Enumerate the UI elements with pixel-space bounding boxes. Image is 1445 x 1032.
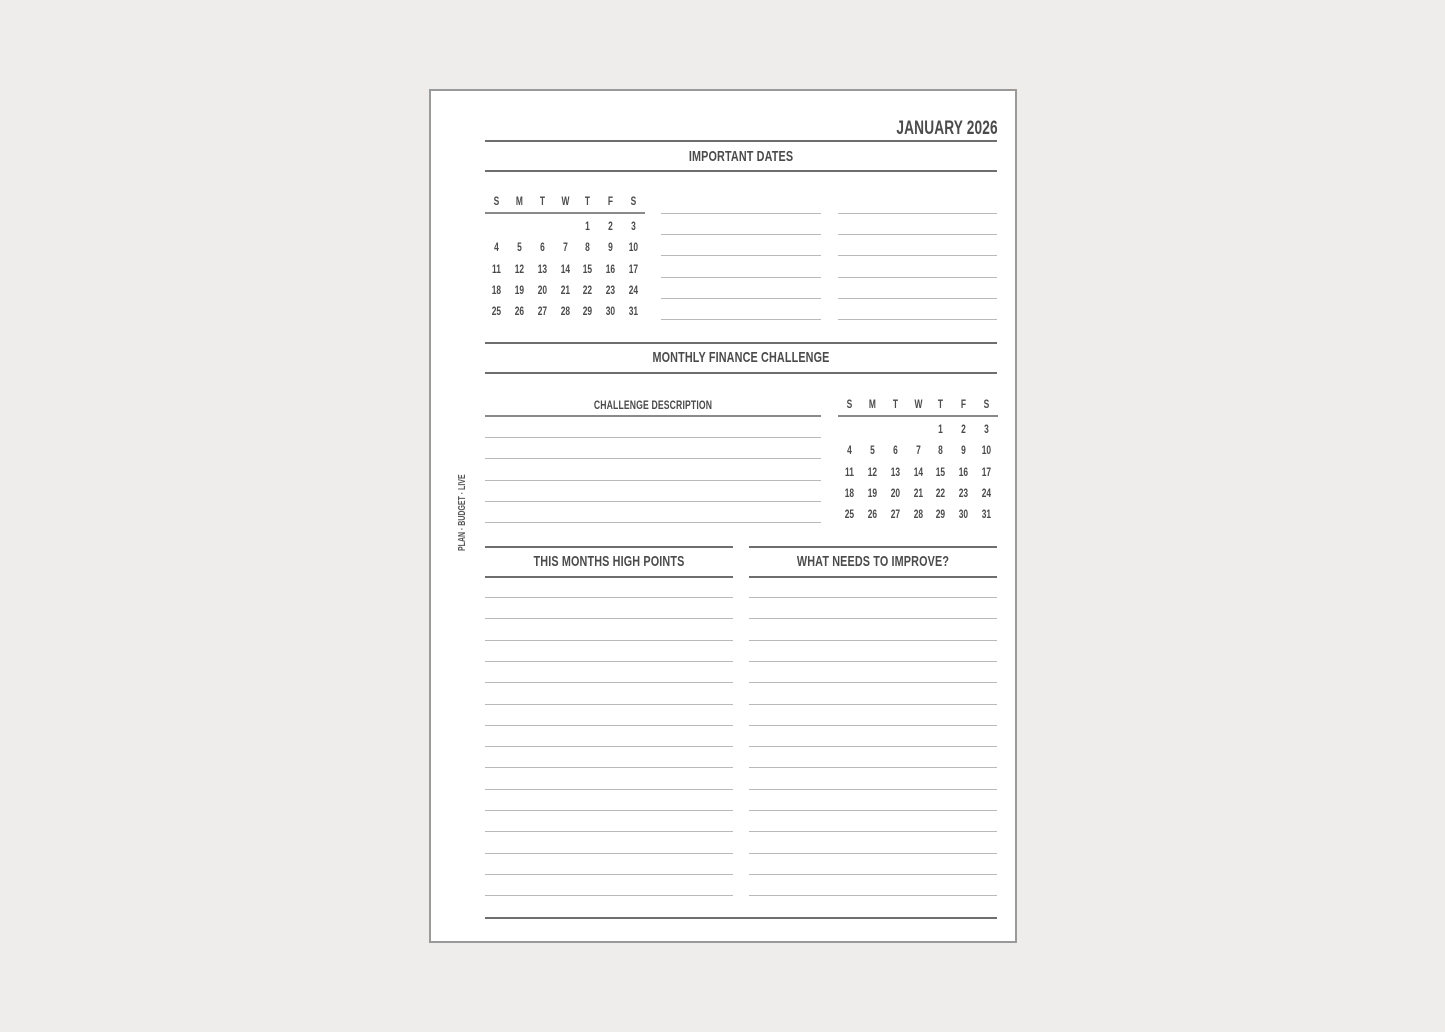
- calendar-weekday-header: [485, 194, 645, 214]
- calendar-day[interactable]: 28: [913, 507, 923, 522]
- writing-line[interactable]: [485, 618, 733, 619]
- calendar-day[interactable]: 20: [537, 282, 547, 297]
- calendar-day[interactable]: 15: [583, 261, 593, 276]
- planner-page: [429, 89, 1017, 943]
- writing-line[interactable]: [485, 437, 821, 438]
- calendar-day[interactable]: 23: [606, 282, 616, 297]
- writing-line[interactable]: [485, 597, 733, 598]
- writing-line[interactable]: [661, 277, 821, 278]
- calendar-day: [910, 419, 926, 440]
- calendar-day[interactable]: 14: [913, 464, 923, 479]
- calendar-day: [511, 216, 527, 237]
- calendar-days-grid: [485, 214, 645, 322]
- calendar-day[interactable]: 2: [961, 422, 967, 436]
- calendar-day[interactable]: 9: [608, 240, 614, 255]
- calendar-day[interactable]: 31: [981, 507, 992, 522]
- calendar-day[interactable]: 30: [959, 507, 969, 522]
- writing-line[interactable]: [838, 234, 997, 235]
- calendar-day[interactable]: 28: [560, 304, 570, 319]
- calendar-day[interactable]: 26: [867, 507, 877, 522]
- rule-bottom: [485, 917, 997, 919]
- writing-line[interactable]: [838, 319, 997, 320]
- writing-line[interactable]: [485, 661, 733, 662]
- writing-line[interactable]: [485, 767, 733, 768]
- mini-calendar-important-dates: [485, 194, 645, 322]
- weekday-label: T: [539, 194, 545, 208]
- rule-improve-top: [749, 546, 997, 548]
- writing-line[interactable]: [749, 853, 997, 854]
- calendar-day[interactable]: 22: [936, 485, 946, 500]
- writing-line[interactable]: [485, 789, 733, 790]
- month-title: JANUARY 2026: [896, 118, 998, 139]
- calendar-day[interactable]: 16: [959, 464, 969, 479]
- mini-calendar-finance-challenge: [838, 397, 998, 525]
- calendar-day[interactable]: 27: [537, 304, 547, 319]
- calendar-day[interactable]: 18: [844, 485, 855, 500]
- calendar-day[interactable]: 8: [585, 240, 591, 255]
- calendar-day[interactable]: 14: [560, 261, 570, 276]
- calendar-day[interactable]: 16: [606, 261, 616, 276]
- writing-line[interactable]: [485, 853, 733, 854]
- calendar-day[interactable]: 23: [959, 485, 969, 500]
- side-label: PLAN · BUDGET · LIVE: [457, 474, 468, 551]
- writing-line[interactable]: [485, 522, 821, 523]
- challenge-description-label: CHALLENGE DESCRIPTION: [593, 398, 713, 412]
- calendar-day[interactable]: 19: [867, 485, 877, 500]
- calendar-day: [534, 216, 550, 237]
- weekday-label: S: [846, 397, 853, 411]
- writing-line[interactable]: [661, 213, 821, 214]
- calendar-day[interactable]: 8: [938, 443, 944, 458]
- calendar-day[interactable]: 5: [516, 240, 522, 255]
- writing-line[interactable]: [485, 501, 821, 502]
- calendar-day[interactable]: 13: [537, 261, 547, 276]
- calendar-day[interactable]: 30: [606, 304, 616, 319]
- calendar-day[interactable]: 15: [936, 464, 946, 479]
- writing-line[interactable]: [749, 746, 997, 747]
- rule-important-dates: [485, 170, 997, 172]
- writing-line[interactable]: [661, 319, 821, 320]
- calendar-day[interactable]: 6: [539, 240, 545, 255]
- calendar-day: [488, 216, 504, 237]
- writing-line[interactable]: [661, 298, 821, 299]
- calendar-day[interactable]: 3: [984, 422, 989, 436]
- calendar-day: [841, 419, 857, 440]
- rule-finance-top: [485, 342, 997, 344]
- weekday-label: W: [561, 194, 569, 208]
- calendar-day[interactable]: 27: [890, 507, 900, 522]
- writing-line[interactable]: [749, 704, 997, 705]
- calendar-day[interactable]: 12: [867, 464, 877, 479]
- writing-line[interactable]: [485, 704, 733, 705]
- writing-line[interactable]: [661, 255, 821, 256]
- writing-line[interactable]: [485, 874, 733, 875]
- writing-line[interactable]: [485, 895, 733, 896]
- calendar-days-grid: [838, 417, 998, 525]
- calendar-day[interactable]: 20: [890, 485, 900, 500]
- calendar-day[interactable]: 11: [844, 464, 854, 479]
- writing-line[interactable]: [749, 789, 997, 790]
- writing-line[interactable]: [749, 725, 997, 726]
- rule-improve-bottom: [749, 576, 997, 578]
- weekday-label: T: [938, 397, 944, 411]
- writing-line[interactable]: [838, 298, 997, 299]
- weekday-label: S: [630, 194, 637, 208]
- calendar-day[interactable]: 7: [915, 443, 921, 458]
- high-points-title: THIS MONTHS HIGH POINTS: [533, 553, 685, 570]
- writing-line[interactable]: [485, 810, 733, 811]
- writing-line[interactable]: [749, 810, 997, 811]
- calendar-day[interactable]: 24: [981, 485, 992, 500]
- calendar-day[interactable]: 11: [491, 261, 501, 276]
- calendar-day[interactable]: 3: [631, 219, 636, 233]
- calendar-day[interactable]: 2: [608, 219, 614, 233]
- weekday-label: S: [983, 397, 990, 411]
- writing-line[interactable]: [485, 640, 733, 641]
- writing-line[interactable]: [838, 277, 997, 278]
- calendar-day[interactable]: 24: [628, 282, 639, 297]
- calendar-weekday-header: [838, 397, 998, 417]
- weekday-label: T: [585, 194, 591, 208]
- calendar-day[interactable]: 12: [514, 261, 524, 276]
- writing-line[interactable]: [749, 640, 997, 641]
- writing-line[interactable]: [485, 682, 733, 683]
- calendar-day[interactable]: 9: [961, 443, 967, 458]
- writing-line[interactable]: [749, 831, 997, 832]
- weekday-label: S: [493, 194, 500, 208]
- calendar-day[interactable]: 10: [981, 443, 992, 458]
- calendar-day[interactable]: 10: [628, 240, 639, 255]
- weekday-label: M: [515, 194, 523, 208]
- calendar-day[interactable]: 25: [844, 507, 855, 522]
- calendar-day[interactable]: 17: [981, 464, 992, 479]
- writing-line[interactable]: [749, 767, 997, 768]
- rule-top: [485, 140, 997, 142]
- important-dates-title: IMPORTANT DATES: [688, 148, 794, 165]
- weekday-label: M: [868, 397, 876, 411]
- weekday-label: T: [892, 397, 898, 411]
- writing-line[interactable]: [485, 831, 733, 832]
- calendar-day: [557, 216, 573, 237]
- writing-line[interactable]: [485, 725, 733, 726]
- calendar-day[interactable]: 29: [583, 304, 593, 319]
- writing-line[interactable]: [749, 661, 997, 662]
- calendar-day[interactable]: 4: [494, 240, 499, 255]
- writing-line[interactable]: [749, 895, 997, 896]
- calendar-day[interactable]: 21: [560, 282, 570, 297]
- calendar-day[interactable]: 17: [628, 261, 639, 276]
- rule-high-points-bottom: [485, 576, 733, 578]
- weekday-label: W: [914, 397, 922, 411]
- writing-line[interactable]: [661, 234, 821, 235]
- calendar-day[interactable]: 5: [869, 443, 875, 458]
- rule-high-points-top: [485, 546, 733, 548]
- writing-line[interactable]: [485, 480, 821, 481]
- rule-finance-bottom: [485, 372, 997, 374]
- writing-line[interactable]: [485, 458, 821, 459]
- finance-challenge-title: MONTHLY FINANCE CHALLENGE: [652, 349, 830, 366]
- rule-challenge-description: [485, 415, 821, 417]
- calendar-day[interactable]: 31: [628, 304, 639, 319]
- calendar-day[interactable]: 21: [913, 485, 923, 500]
- writing-line[interactable]: [485, 746, 733, 747]
- improve-title: WHAT NEEDS TO IMPROVE?: [796, 553, 950, 570]
- calendar-day: [887, 419, 903, 440]
- calendar-day[interactable]: 18: [491, 282, 502, 297]
- calendar-day[interactable]: 6: [892, 443, 898, 458]
- writing-line[interactable]: [749, 874, 997, 875]
- calendar-day[interactable]: 26: [514, 304, 524, 319]
- writing-line[interactable]: [838, 213, 997, 214]
- writing-line[interactable]: [749, 618, 997, 619]
- calendar-day[interactable]: 7: [562, 240, 568, 255]
- calendar-day[interactable]: 13: [890, 464, 900, 479]
- weekday-label: F: [608, 194, 614, 208]
- calendar-day[interactable]: 29: [936, 507, 946, 522]
- weekday-label: F: [961, 397, 967, 411]
- calendar-day[interactable]: 25: [491, 304, 502, 319]
- writing-line[interactable]: [749, 597, 997, 598]
- calendar-day[interactable]: 1: [938, 422, 944, 436]
- writing-line[interactable]: [749, 682, 997, 683]
- calendar-day[interactable]: 22: [583, 282, 593, 297]
- calendar-day[interactable]: 1: [585, 219, 591, 233]
- calendar-day[interactable]: 19: [514, 282, 524, 297]
- calendar-day[interactable]: 4: [847, 443, 852, 458]
- calendar-day: [864, 419, 880, 440]
- writing-line[interactable]: [838, 255, 997, 256]
